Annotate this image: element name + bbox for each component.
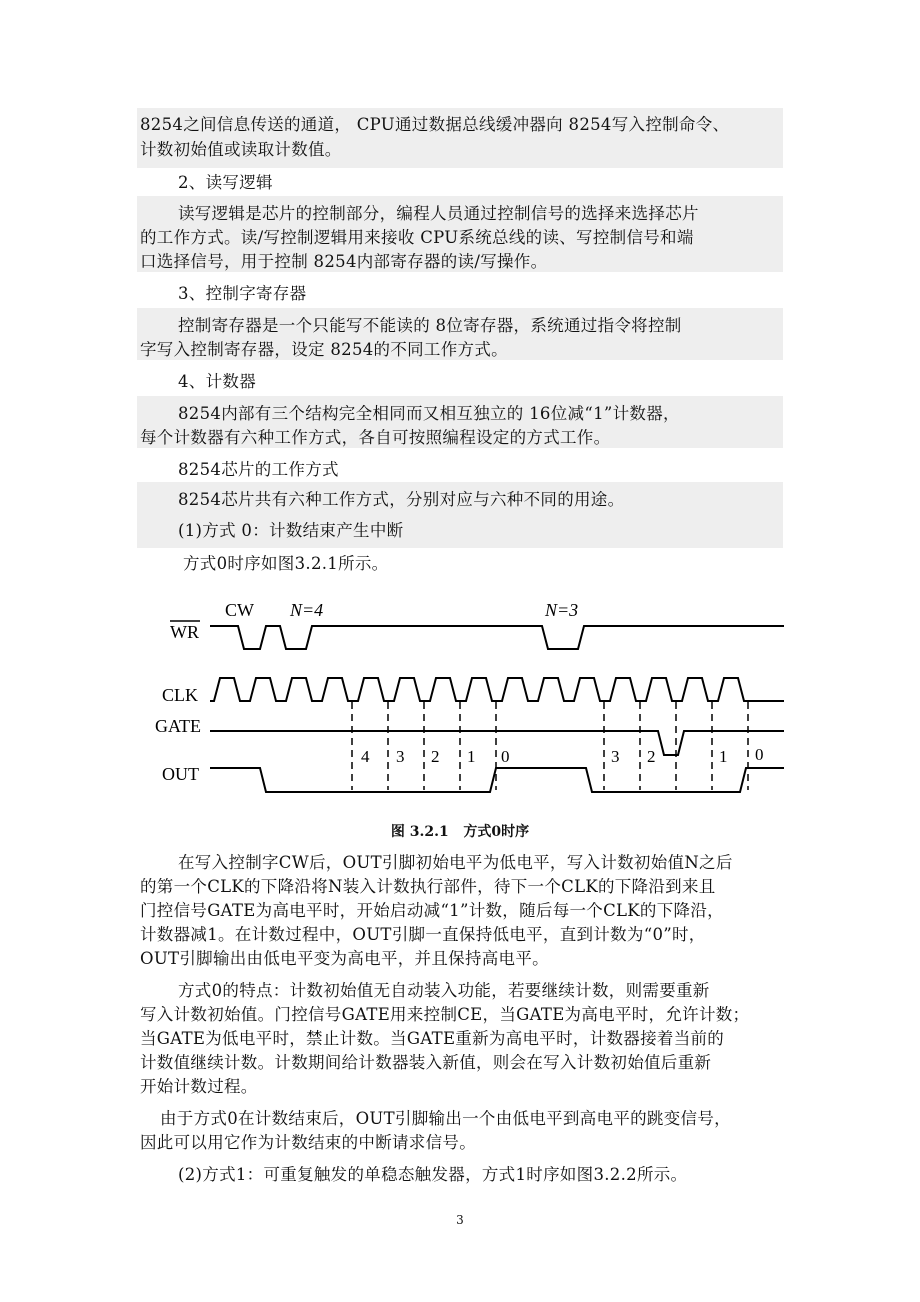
paragraph-line: 在写入控制字CW后，OUT引脚初始电平为低电平，写入计数初始值N之后 (178, 853, 733, 872)
count-value: 2 (431, 747, 440, 766)
signal-label-wr: WR (170, 622, 199, 642)
paragraph-line: (2)方式1：可重复触发的单稳态触发器，方式1时序如图3.2.2所示。 (178, 1165, 688, 1184)
out-waveform (210, 768, 784, 792)
paragraph-line: 计数值继续计数。计数期间给计数器装入新值，则会在写入计数初始值后重新 (140, 1053, 712, 1072)
count-value: 4 (361, 747, 370, 766)
wr-waveform (210, 626, 784, 649)
label-n4: N=4 (290, 600, 324, 620)
paragraph-line: 的第一个CLK的下降沿将N装入计数执行部件，待下一个CLK的下降沿到来且 (140, 877, 716, 896)
label-n3: N=3 (545, 600, 579, 620)
paragraph-line: 门控信号GATE为高电平时，开始启动减“1”计数，随后每一个CLK的下降沿， (140, 901, 724, 920)
section-heading: 8254芯片的工作方式 (178, 460, 339, 479)
label-cw: CW (225, 600, 254, 620)
paragraph-line: 8254内部有三个结构完全相同而又相互独立的 16位减“1”计数器， (178, 404, 680, 423)
paragraph-line: 8254芯片共有六种工作方式，分别对应与六种不同的用途。 (178, 490, 625, 509)
signal-label-gate: GATE (155, 716, 201, 736)
count-value: 0 (501, 747, 510, 766)
paragraph-line: (1)方式 0：计数结束产生中断 (178, 521, 404, 540)
count-value: 1 (719, 747, 728, 766)
section-heading: 2、读写逻辑 (178, 173, 273, 192)
paragraph-line: 方式0的特点：计数初始值无自动装入功能，若要继续计数，则需要重新 (178, 981, 710, 1000)
paragraph-line: 计数初始值或读取计数值。 (140, 140, 342, 159)
signal-label-out: OUT (162, 764, 199, 784)
paragraph-line: 控制寄存器是一个只能写不能读的 8位寄存器，系统通过指令将控制 (178, 316, 682, 335)
paragraph-line: 每个计数器有六种工作方式，各自可按照编程设定的方式工作。 (140, 428, 611, 447)
paragraph-line: 计数器减1。在计数过程中，OUT引脚一直保持低电平，直到计数为“0”时， (140, 925, 706, 944)
paragraph-line: 方式0时序如图3.2.1所示。 (183, 554, 389, 573)
paragraph-line: 读写逻辑是芯片的控制部分，编程人员通过控制信号的选择来选择芯片 (178, 204, 699, 223)
count-value: 0 (755, 745, 764, 764)
paragraph-line: 8254之间信息传送的通道， CPU通过数据总线缓冲器向 8254写入控制命令、 (140, 115, 730, 134)
paragraph-line: 开始计数过程。 (140, 1077, 258, 1096)
paragraph-line: 口选择信号，用于控制 8254内部寄存器的读/写操作。 (140, 252, 548, 271)
count-markers (352, 702, 748, 790)
paragraph-line: 当GATE为低电平时，禁止计数。当GATE重新为高电平时，计数器接着当前的 (140, 1029, 725, 1048)
count-value: 1 (467, 747, 476, 766)
paragraph-line: 的工作方式。读/写控制逻辑用来接收 CPU系统总线的读、写控制信号和端 (140, 228, 694, 247)
paragraph-line: 由于方式0在计数结束后，OUT引脚输出一个由低电平到高电平的跳变信号， (160, 1109, 731, 1128)
figure-caption: 图 3.2.1 方式0时序 (390, 824, 530, 840)
page-number: 3 (456, 1213, 464, 1227)
count-value: 2 (647, 747, 656, 766)
paragraph-line: OUT引脚输出由低电平变为高电平，并且保持高电平。 (140, 949, 549, 968)
paragraph-line: 写入计数初始值。门控信号GATE用来控制CE，当GATE为高电平时，允许计数； (140, 1005, 750, 1024)
count-value: 3 (611, 747, 620, 766)
signal-label-clk: CLK (162, 685, 198, 705)
paragraph-line: 字写入控制寄存器，设定 8254的不同工作方式。 (140, 340, 508, 359)
paragraph-line: 因此可以用它作为计数结束的中断请求信号。 (140, 1133, 476, 1152)
gate-waveform (210, 731, 784, 755)
count-value: 3 (396, 747, 405, 766)
section-heading: 4、计数器 (178, 372, 256, 391)
clk-waveform (210, 678, 784, 701)
section-heading: 3、控制字寄存器 (178, 284, 307, 303)
